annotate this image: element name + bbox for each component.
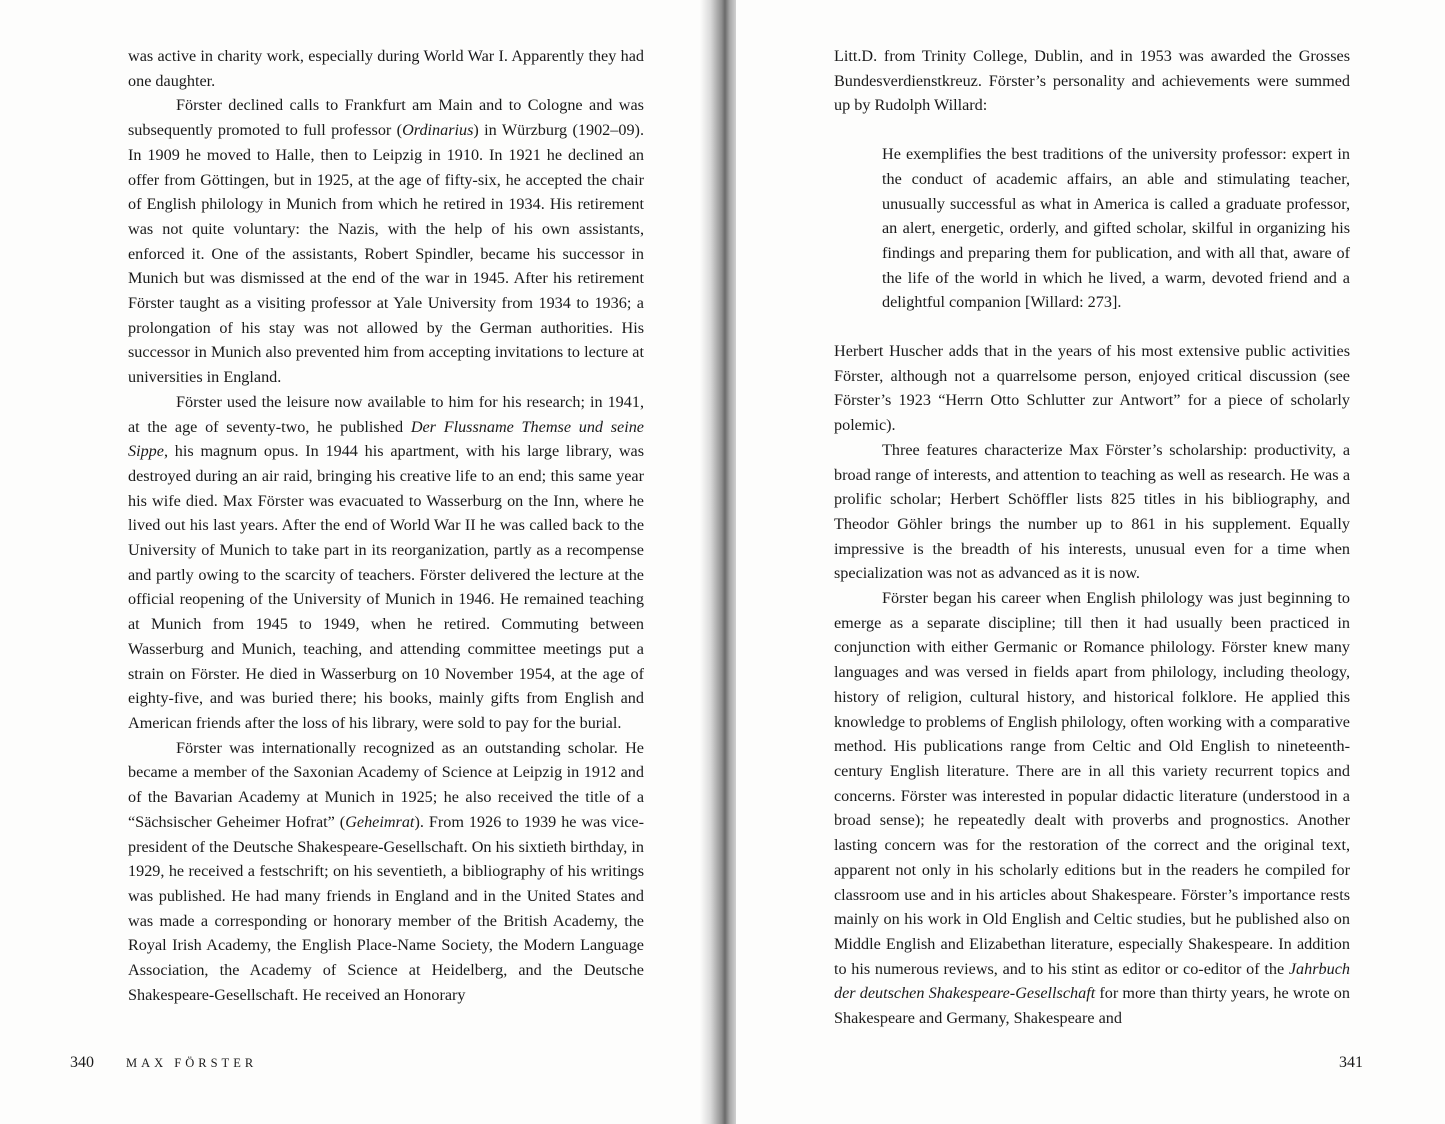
left-paragraph-4: Förster was internationally recognized as an outstanding scholar. He became a member of the Saxonian Academy of Science at Leipzig in 1912 and of the Bavarian Academy at Munich in 1925; he also received the title of a “Sächsischer Geheimer Hofrat” (Geheimrat). From 1926 to 1939 he was vice-president of the Deutsche Shakespeare-Gesellschaft. On his sixtieth birthday, in 1929, he received a festschrift; on his seventieth, a bibliography of his writings was published. He had many friends in England and in the United States and was made a corresponding or honorary member of the British Academy, the Royal Irish Academy, the English Place-Name Society, the Modern Language Association, the Academy of Science at Heidelberg, and the Deutsche Shakespeare-Gesellschaft. He received an Honorary <box>128 738 644 1004</box>
left-paragraph-3: Förster used the leisure now available to him for his research; in 1941, at the age of seventy-two, he published Der Flussname Themse und seine Sippe, his magnum opus. In 1944 his apartment, with his large library, was destroyed during an air raid, bringing his creative life to an end; this same year his wife died. Max Förster was evacuated to Wasserburg on the Inn, where he lived out his last years. After the end of World War II he was called back to the University of Munich to take part in its reorganization, partly as a recompense and partly owing to the scarcity of teachers. Förster delivered the lecture at the official reopening of the University of Munich in 1946. He remained teaching at Munich from 1945 to 1949, when he retired. Commuting between Wasserburg and Munich, teaching, and attending committee meetings put a strain on Förster. He died in Wasserburg on 10 November 1954, at the age of eighty-five, and was buried there; his books, mainly gifts from English and American friends after the loss of his library, were sold to pay for the burial. <box>128 392 644 732</box>
left-page <box>0 0 712 1124</box>
right-paragraph-features: Three features characterize Max Förster’s scholarship: productivity, a broad range of interests, and attention to teaching as well as research. He was a prolific scholar; Herbert Schöffler lists 825 titles in his bibliography, and Theodor Göhler brings the number up to 861 in his supplement. Equally impressive is the breadth of his interests, unusual even for a time when specialization was not as advanced as it is now. <box>834 440 1350 583</box>
right-page-footer <box>1339 1054 1363 1072</box>
italic-term: Geheimrat <box>345 812 415 831</box>
italic-term: Ordinarius <box>402 121 474 140</box>
left-page-footer <box>70 1054 257 1072</box>
right-page <box>736 0 1445 1124</box>
page-number: 341 <box>1339 1054 1363 1071</box>
running-head: MAX FÖRSTER <box>126 1056 258 1070</box>
italic-title: Der Flussname Themse und seine Sippe <box>128 417 644 461</box>
right-paragraph-after-quote: Herbert Huscher adds that in the years of his most extensive public activities Förster, although not a quarrelsome person, enjoyed critical discussion (see Förster’s 1923 “Herrn Otto Schlutter zur Antwort” for a piece of scholarly polemic). <box>834 342 1350 435</box>
left-paragraph-1: was active in charity work, especially during World War I. Apparently they had one daughter. <box>128 47 644 90</box>
right-paragraph-career: Förster began his career when English philology was just beginning to emerge as a separate discipline; till then it had usually been practiced in conjunction with either Germanic or Romance philology. Förster knew many languages and was versed in fields apart from philology, including theology, history of religion, cultural history, and historical folklore. He applied this knowledge to problems of English philology, often working with a comparative method. His publications range from Celtic and Old English to nineteenth-century English literature. There are in all this variety recurrent topics and concerns. Förster was interested in popular didactic literature (understood in a broad sense); he repeatedly dealt with proverbs and prognostics. Another lasting concern was for the restoration of the correct and the original text, apparent not only in his scholarly editions but in the readers he compiled for classroom use and in his articles about Shakespeare. Förster’s importance rests mainly on his work in Old English and Celtic studies, but he published also on Middle English and Elizabethan literature, especially Shakespeare. In addition to his numerous reviews, and to his stint as editor or co-editor of the Jahrbuch der deutschen Shakespeare-Gesellschaft for more than thirty years, he wrote on Shakespeare and Germany, Shakespeare and <box>834 589 1350 1028</box>
right-paragraph-intro: Litt.D. from Trinity College, Dublin, and in 1953 was awarded the Grosses Bundesverdienstkreuz. Förster’s personality and achievements were summed up by Rudolph Willard: <box>834 47 1350 115</box>
block-quote: He exemplifies the best traditions of the university professor: expert in the conduct of academic affairs, an able and stimulating teacher, unusually successful as what in America is called a graduate professor, an alert, energetic, orderly, and gifted scholar, skilful in organizing his findings and preparing them for publication, and with all that, aware of the life of the world in which he lived, a warm, devoted friend and a delightful companion [Willard: 273]. <box>882 145 1350 312</box>
page-number: 340 <box>70 1054 94 1071</box>
left-page-text <box>128 44 644 1007</box>
right-page-text <box>834 44 1350 1031</box>
italic-title: Jahrbuch der deutschen Shakespeare-Gesellschaft <box>834 959 1350 1003</box>
left-paragraph-2: Förster declined calls to Frankfurt am Main and to Cologne and was subsequently promoted to full professor (Ordinarius) in Würzburg (1902–09). In 1909 he moved to Halle, then to Leipzig in 1910. In 1921 he declined an offer from Göttingen, but in 1925, at the age of fifty-six, he accepted the chair of English philology in Munich from which he retired in 1934. His retirement was not quite voluntary: the Nazis, with the help of his own assistants, enforced it. One of the assistants, Robert Spindler, became his successor in Munich but was dismissed at the end of the war in 1945. After his retirement Förster taught as a visiting professor at Yale University from 1934 to 1936; a prolongation of his stay was not allowed by the German authorities. His successor in Munich also prevented him from accepting invitations to lecture at universities in England. <box>128 96 644 387</box>
